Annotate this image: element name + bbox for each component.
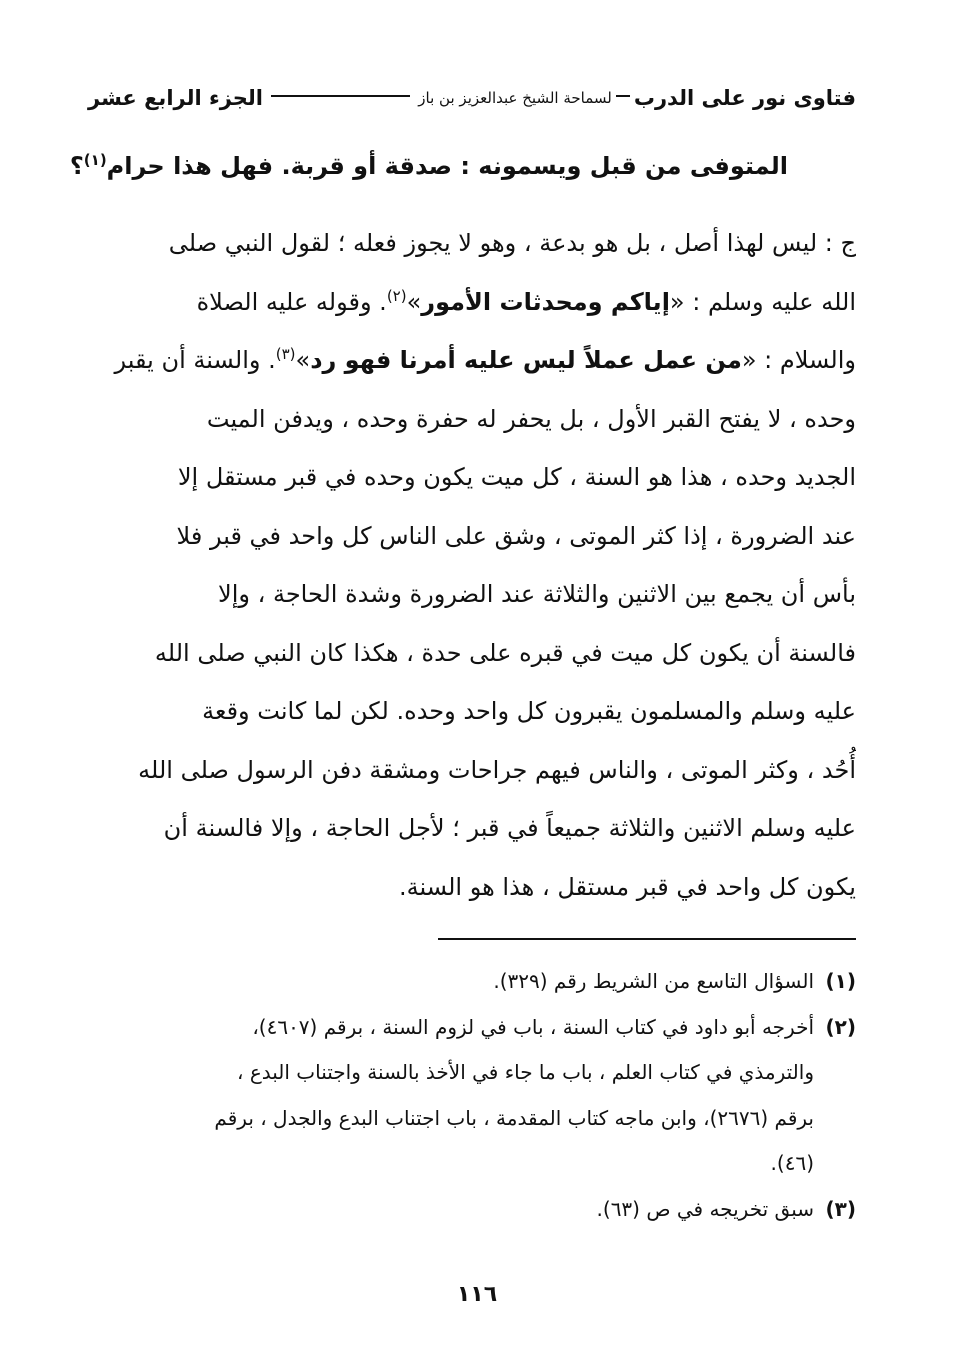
header-dash <box>616 95 630 97</box>
answer-line <box>88 858 856 917</box>
line-text: أُحُد ، وكثر الموتى ، والناس فيهم جراحات ومشقة دفن الرسول صلى الله <box>138 755 856 784</box>
footnote-1 <box>88 958 856 1004</box>
hadith-quote: من عمل عملاً ليس عليه أمرنا فهو رد <box>310 346 742 374</box>
footnote-ref: (٣) <box>275 345 296 363</box>
footnote-text: أخرجه أبو داود في كتاب السنة ، باب في لزوم السنة ، برقم (٤٦٠٧)، <box>252 1014 814 1039</box>
footnote-3 <box>88 1186 856 1232</box>
answer-line <box>88 682 856 741</box>
answer-line <box>88 799 856 858</box>
footnote-text: السؤال التاسع من الشريط رقم (٣٢٩). <box>493 969 814 993</box>
footnote-ref: (٢) <box>386 286 407 305</box>
footnote-2-cont <box>88 1049 856 1095</box>
part-title: الجزء الرابع عشر <box>88 86 263 110</box>
footnote-2-cont <box>88 1095 856 1141</box>
footnote-text: (٤٦). <box>770 1151 814 1175</box>
line-text: والسلام : « <box>741 346 856 374</box>
answer-line <box>88 331 856 390</box>
footnote-text: والترمذي في كتاب العلم ، باب ما جاء في الأخذ بالسنة واجتناب البدع ، <box>237 1060 814 1084</box>
answer-text <box>88 214 856 916</box>
line-text: بأس أن يجمع بين الاثنين والثلاثة عند الضرورة وشدة الحاجة ، وإلا <box>218 580 856 608</box>
footnote-2-cont <box>88 1140 856 1186</box>
answer-line <box>88 507 856 566</box>
line-text: وحده ، لا يفتح القبر الأول ، بل يحفر له حفرة وحده ، ويدفن الميت <box>206 404 856 433</box>
line-text: يكون كل واحد في قبر مستقل ، هذا هو السنة. <box>398 872 856 901</box>
footnote-number: (١) <box>825 969 856 993</box>
footnote-ref: (١) <box>83 151 107 169</box>
answer-line <box>88 624 856 683</box>
question-text-body: المتوفى من قبل ويسمونه : صدقة أو قربة. فهل هذا حرام <box>106 152 788 180</box>
line-text: الله عليه وسلم : « <box>669 287 856 316</box>
answer-line <box>88 390 856 449</box>
line-text: عند الضرورة ، إذا كثر الموتى ، وشق على الناس كل واحد في قبر فلا <box>176 521 856 550</box>
footnote-number: (٢) <box>825 1014 856 1039</box>
answer-line <box>88 565 856 624</box>
question-mark: ؟ <box>69 152 84 180</box>
question-text <box>69 142 788 190</box>
header-rule <box>271 95 410 97</box>
footnote-text: سبق تخريجه في ص (٦٣). <box>596 1196 814 1221</box>
line-text: فالسنة أن يكون كل ميت في قبره على حدة ، هكذا كان النبي صلى الله <box>154 638 856 667</box>
line-text: . والسنة أن يقبر <box>114 346 276 374</box>
footnote-text: برقم (٢٦٧٦)، وابن ماجه كتاب المقدمة ، باب اجتناب البدع والجدل ، برقم <box>214 1105 814 1130</box>
page-number: ١١٦ <box>456 1282 498 1307</box>
footnote-number: (٣) <box>825 1196 856 1221</box>
book-title: فتاوى نور على الدرب <box>633 86 856 110</box>
answer-line <box>88 448 856 507</box>
line-text: عليه وسلم الاثنين والثلاثة جميعاً في قبر ؛ لأجل الحاجة ، وإلا فالسنة أن <box>163 814 856 842</box>
quote-close: » <box>406 287 422 316</box>
answer-line <box>88 273 856 332</box>
line-text: عليه وسلم والمسلمون يقبرون كل واحد وحده. لكن لما كانت وقعة <box>202 697 856 725</box>
footnote-separator <box>438 938 856 940</box>
line-text: الجديد وحده ، هذا هو السنة ، كل ميت يكون وحده في قبر مستقل إلا <box>177 463 856 491</box>
line-text: . وقوله عليه الصلاة <box>196 287 387 316</box>
author-name: لسماحة الشيخ عبدالعزيز بن باز <box>418 89 612 107</box>
running-header <box>88 78 856 118</box>
footnote-2 <box>88 1004 856 1050</box>
footnotes <box>88 958 856 1231</box>
hadith-quote: إياكم ومحدثات الأمور <box>421 287 670 316</box>
answer-line <box>88 741 856 800</box>
answer-line <box>88 214 856 273</box>
line-text: ج : ليس لهذا أصل ، بل هو بدعة ، وهو لا يجوز فعله ؛ لقول النبي صلى <box>168 229 856 257</box>
quote-close: » <box>295 346 311 374</box>
